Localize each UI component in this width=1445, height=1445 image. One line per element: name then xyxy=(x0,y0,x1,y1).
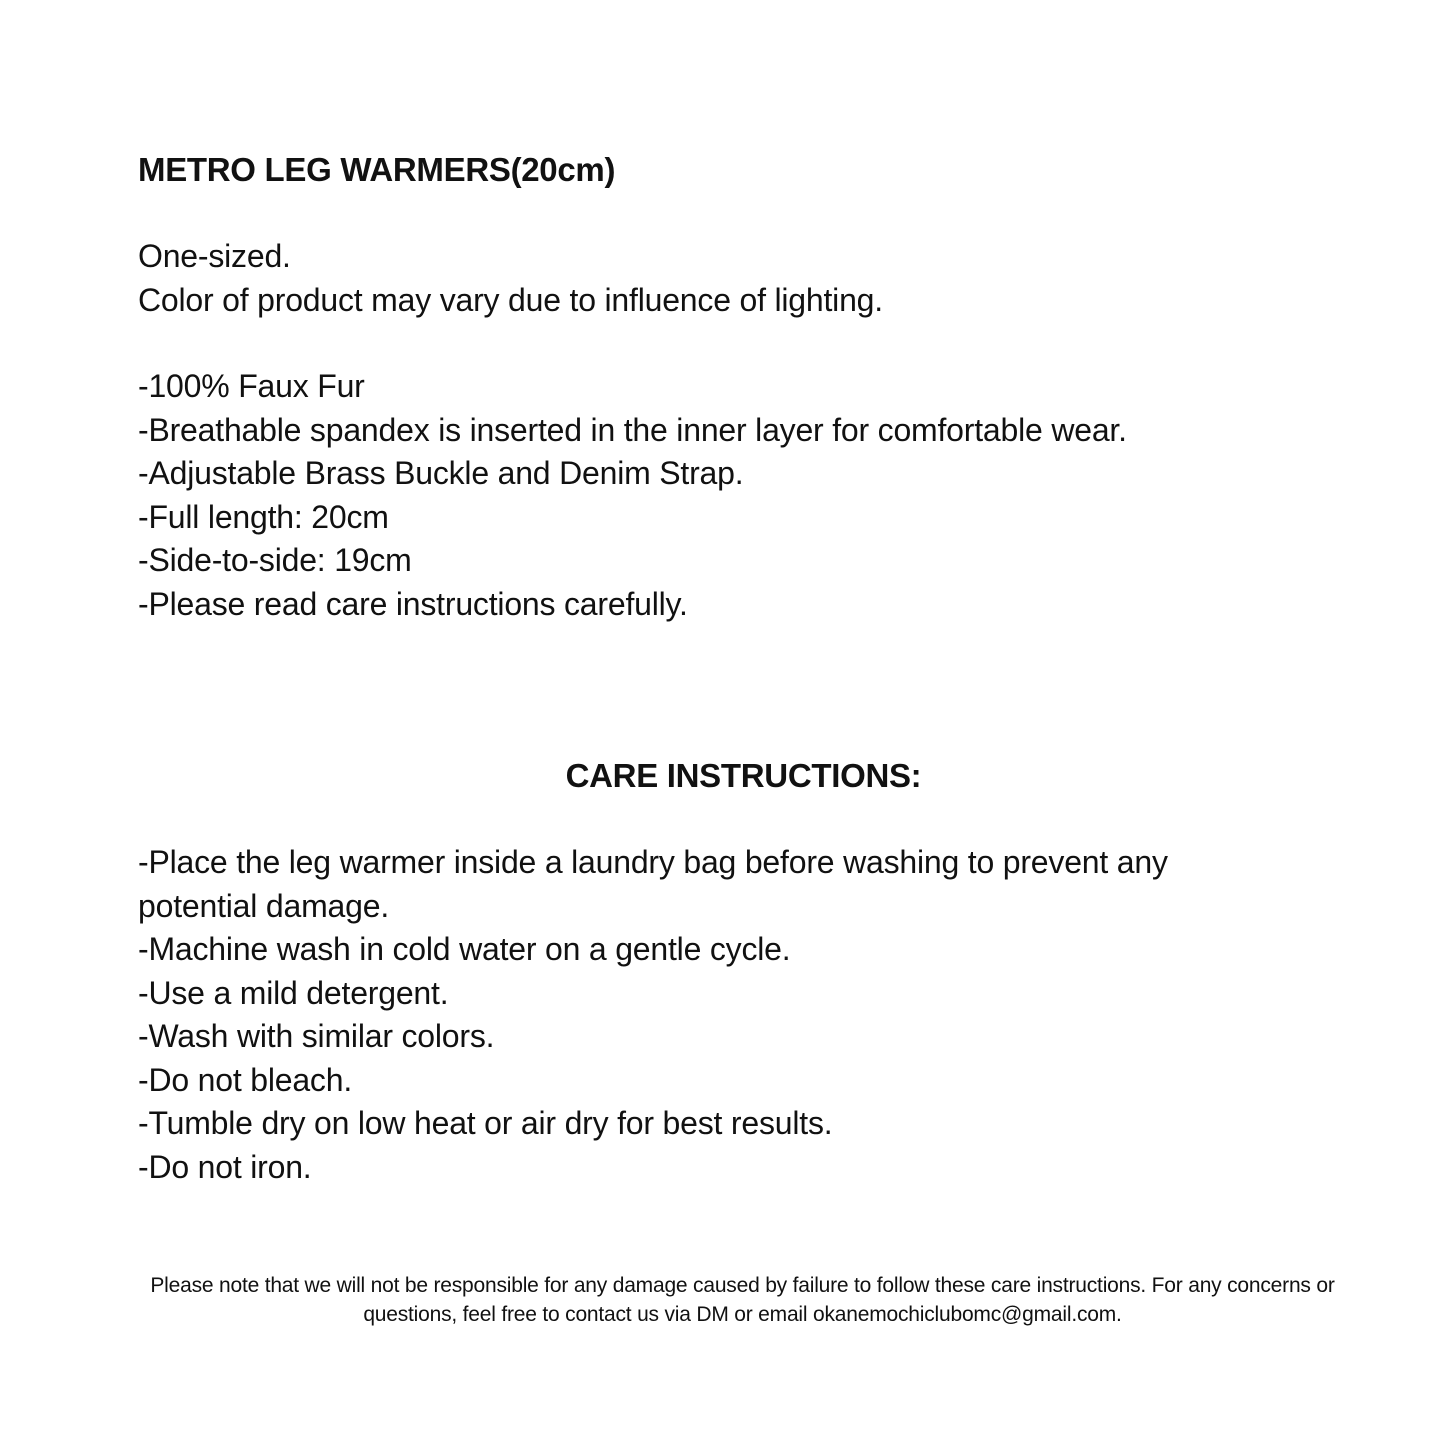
feature-item: -100% Faux Fur xyxy=(138,368,365,404)
care-item: -Do not iron. xyxy=(138,1148,312,1185)
feature-item: -Breathable spandex is inserted in the inner layer for comfortable wear. xyxy=(138,411,1127,448)
care-item: -Wash with similar colors. xyxy=(138,1018,495,1054)
product-features-list xyxy=(138,365,1127,626)
intro-line: One-sized. xyxy=(138,238,291,274)
feature-item: -Please read care instructions carefully. xyxy=(138,585,688,622)
care-item: -Use a mild detergent. xyxy=(138,974,449,1011)
care-item: -Tumble dry on low heat or air dry for best results. xyxy=(138,1105,833,1141)
care-item: -Machine wash in cold water on a gentle cycle. xyxy=(138,931,791,967)
product-intro xyxy=(138,235,883,322)
product-title: METRO LEG WARMERS(20cm) xyxy=(138,151,616,188)
feature-item: -Adjustable Brass Buckle and Denim Strap. xyxy=(138,455,744,491)
feature-item: -Side-to-side: 19cm xyxy=(138,542,412,578)
care-item: -Do not bleach. xyxy=(138,1061,353,1098)
intro-line: Color of product may vary due to influence of lighting. xyxy=(138,281,883,318)
care-instructions-heading: CARE INSTRUCTIONS: xyxy=(565,757,922,794)
care-item: -Place the leg warmer inside a laundry bag before washing to prevent any potential damage. xyxy=(138,844,1168,924)
care-instructions-list xyxy=(138,841,1288,1189)
feature-item: -Full length: 20cm xyxy=(138,498,389,535)
disclaimer-note: Please note that we will not be responsible for any damage caused by failure to follow these care instructions. For any concerns or questions, feel free to contact us via DM or email okanemochiclubomc@gmail.com. xyxy=(150,1274,1335,1326)
